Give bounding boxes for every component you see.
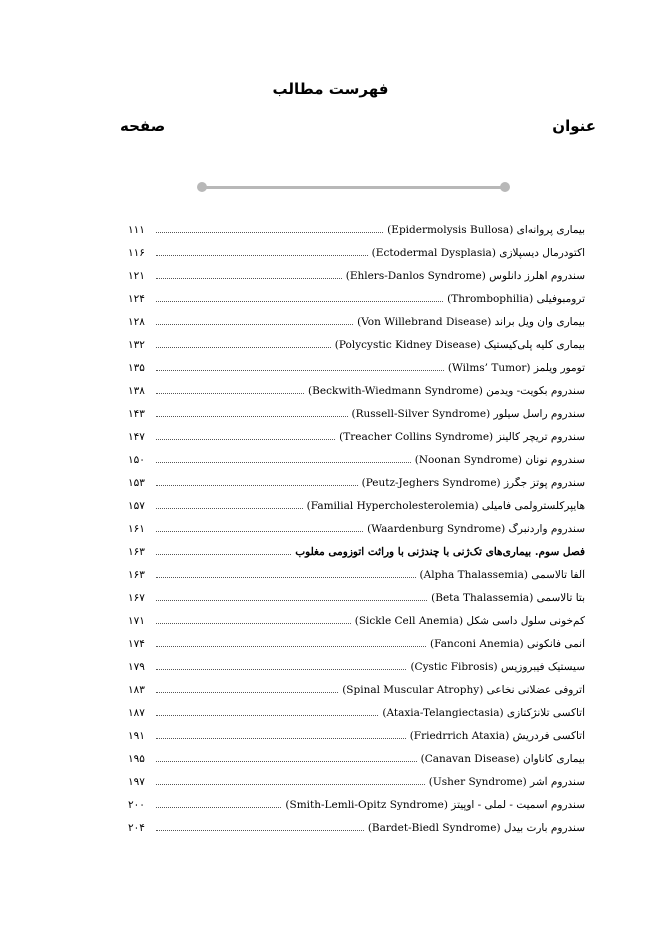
toc-entry-title: سندروم اهلرز دانلوس (Ehlers-Danlos Syndrome) <box>345 269 585 282</box>
table-of-contents <box>128 218 585 839</box>
toc-leader-dots <box>156 784 425 785</box>
toc-entry <box>128 333 585 356</box>
toc-leader-dots <box>156 301 443 302</box>
toc-entry-title: سندروم راسل سیلور (Russell-Silver Syndrome) <box>351 407 585 420</box>
divider-end-dot <box>197 182 207 192</box>
toc-entry-title: سندروم نونان (Noonan Syndrome) <box>414 453 585 466</box>
toc-leader-dots <box>156 738 406 739</box>
toc-page-number: ۱۵۳ <box>128 476 145 489</box>
toc-entry-title: سیستیک فیبروزیس (Cystic Fibrosis) <box>410 660 585 673</box>
toc-leader-dots <box>156 669 406 670</box>
toc-entry-title: کم‌خونی سلول داسی شکل (Sickle Cell Anemia) <box>354 614 585 627</box>
toc-entry-title: سندروم پوتز جگرز (Peutz-Jeghers Syndrome) <box>361 476 585 489</box>
toc-entry <box>128 494 585 517</box>
toc-entry <box>128 816 585 839</box>
toc-leader-dots <box>156 232 383 233</box>
toc-leader-dots <box>156 715 378 716</box>
toc-page-number: ۱۸۷ <box>128 706 145 719</box>
toc-entry-title: بیماری کاناوان (Canavan Disease) <box>420 752 585 765</box>
toc-entry <box>128 770 585 793</box>
toc-entry <box>128 609 585 632</box>
toc-page-number: ۱۸۳ <box>128 683 145 696</box>
toc-page-number: ۱۲۸ <box>128 315 145 328</box>
page-title: فهرست مطالب <box>272 80 389 98</box>
toc-entry-title: ترومبوفیلی (Thrombophilia) <box>447 292 585 305</box>
toc-leader-dots <box>156 761 417 762</box>
toc-page-number: ۲۰۴ <box>128 821 145 834</box>
toc-entry <box>128 218 585 241</box>
toc-page-number: ۱۶۳ <box>128 568 145 581</box>
toc-entry <box>128 448 585 471</box>
divider-end-dot <box>500 182 510 192</box>
toc-page-number: ۱۴۳ <box>128 407 145 420</box>
toc-entry <box>128 747 585 770</box>
toc-entry <box>128 425 585 448</box>
toc-page-number: ۱۳۸ <box>128 384 145 397</box>
toc-page-number: ۱۶۱ <box>128 522 145 535</box>
toc-entry-title: آتاکسی تلانژکتازی (Ataxia-Telangiectasia) <box>382 706 585 719</box>
toc-page-number: ۱۱۱ <box>128 223 145 236</box>
toc-leader-dots <box>156 807 281 808</box>
toc-entry <box>128 310 585 333</box>
toc-page-number: ۱۷۱ <box>128 614 145 627</box>
toc-leader-dots <box>156 393 304 394</box>
toc-entry-title: بیماری وان ویل براند (Von Willebrand Disease) <box>357 315 585 328</box>
toc-entry-title: هایپرکلسترولمی فامیلی (Familial Hypercholesterolemia) <box>306 499 585 512</box>
toc-entry <box>128 793 585 816</box>
toc-leader-dots <box>156 485 358 486</box>
toc-page-number: ۱۵۷ <box>128 499 145 512</box>
toc-entry <box>128 471 585 494</box>
toc-entry-title: بیماری پروانه‌ای (Epidermolysis Bullosa) <box>387 223 585 236</box>
toc-page-number: ۱۲۴ <box>128 292 145 305</box>
toc-leader-dots <box>156 462 411 463</box>
toc-entry-title: سندروم اسمیت - لملی - اوپیتز (Smith-Lemli-Opitz Syndrome) <box>285 798 585 811</box>
toc-entry-title: بتا تالاسمی (Beta Thalassemia) <box>431 591 585 604</box>
toc-entry-title: سندروم بکویت- ویدمن (Beckwith-Wiedmann Syndrome) <box>308 384 585 397</box>
toc-leader-dots <box>156 347 331 348</box>
toc-entry <box>128 632 585 655</box>
divider <box>201 186 506 189</box>
toc-leader-dots <box>156 600 427 601</box>
toc-entry-title: آلفا تالاسمی (Alpha Thalassemia) <box>419 568 585 581</box>
toc-leader-dots <box>156 531 363 532</box>
toc-page-number: ۱۷۹ <box>128 660 145 673</box>
toc-entry <box>128 287 585 310</box>
column-header-page: صفحه <box>120 117 166 135</box>
toc-entry <box>128 517 585 540</box>
toc-page-number: ۱۵۰ <box>128 453 145 466</box>
toc-leader-dots <box>156 370 444 371</box>
toc-page-number: ۱۹۷ <box>128 775 145 788</box>
toc-leader-dots <box>156 577 416 578</box>
toc-page-number: ۱۳۵ <box>128 361 145 374</box>
toc-leader-dots <box>156 692 338 693</box>
toc-page-number: ۱۴۷ <box>128 430 145 443</box>
toc-entry <box>128 563 585 586</box>
toc-entry <box>128 402 585 425</box>
toc-entry <box>128 379 585 402</box>
toc-entry <box>128 678 585 701</box>
toc-entry-title: آتروفی عضلانی نخاعی (Spinal Muscular Atrophy) <box>342 683 585 696</box>
toc-entry-title: سندروم تریچر کالینز (Treacher Collins Syndrome) <box>339 430 585 443</box>
toc-leader-dots <box>156 439 335 440</box>
toc-entry-title: آنمی فانکونی (Fanconi Anemia) <box>430 637 585 650</box>
toc-entry-title: آتاکسی فردریش (Friedrrich Ataxia) <box>409 729 585 742</box>
toc-entry <box>128 586 585 609</box>
toc-entry <box>128 264 585 287</box>
toc-entry <box>128 701 585 724</box>
toc-leader-dots <box>156 554 291 555</box>
toc-chapter-heading <box>128 540 585 563</box>
toc-page-number: ۲۰۰ <box>128 798 145 811</box>
toc-leader-dots <box>156 830 364 831</box>
toc-entry-title: سندروم آشر (Usher Syndrome) <box>428 775 585 788</box>
toc-page-number: ۱۶۳ <box>128 545 145 558</box>
toc-page-number: ۱۱۶ <box>128 246 145 259</box>
toc-leader-dots <box>156 278 342 279</box>
toc-entry-title: تومور ویلمز (Wilms’ Tumor) <box>447 361 585 374</box>
toc-leader-dots <box>156 324 353 325</box>
toc-page-number: ۱۲۱ <box>128 269 145 282</box>
toc-entry <box>128 724 585 747</box>
toc-leader-dots <box>156 623 351 624</box>
toc-page-number: ۱۹۱ <box>128 729 145 742</box>
toc-entry-title: بیماری کلیه پلی‌کیستیک (Polycystic Kidney Disease) <box>334 338 585 351</box>
column-header-title: عنوان <box>552 117 596 135</box>
toc-page-number: ۱۷۴ <box>128 637 145 650</box>
toc-entry-title: فصل سوم. بیماری‌های تک‌ژنی با چندژنی با وراثت اتوزومی مغلوب <box>295 545 585 558</box>
toc-entry-title: سندروم بارت بیدل (Bardet-Biedl Syndrome) <box>367 821 585 834</box>
toc-page-number: ۱۶۷ <box>128 591 145 604</box>
toc-leader-dots <box>156 508 303 509</box>
toc-entry <box>128 655 585 678</box>
toc-entry-title: سندروم واردنبرگ (Waardenburg Syndrome) <box>367 522 585 535</box>
toc-leader-dots <box>156 416 348 417</box>
toc-leader-dots <box>156 255 368 256</box>
toc-entry-title: اکتودرمال دیسپلازی (Ectodermal Dysplasia) <box>371 246 585 259</box>
toc-page-number: ۱۹۵ <box>128 752 145 765</box>
toc-entry <box>128 241 585 264</box>
toc-leader-dots <box>156 646 426 647</box>
toc-entry <box>128 356 585 379</box>
toc-page-number: ۱۳۲ <box>128 338 145 351</box>
